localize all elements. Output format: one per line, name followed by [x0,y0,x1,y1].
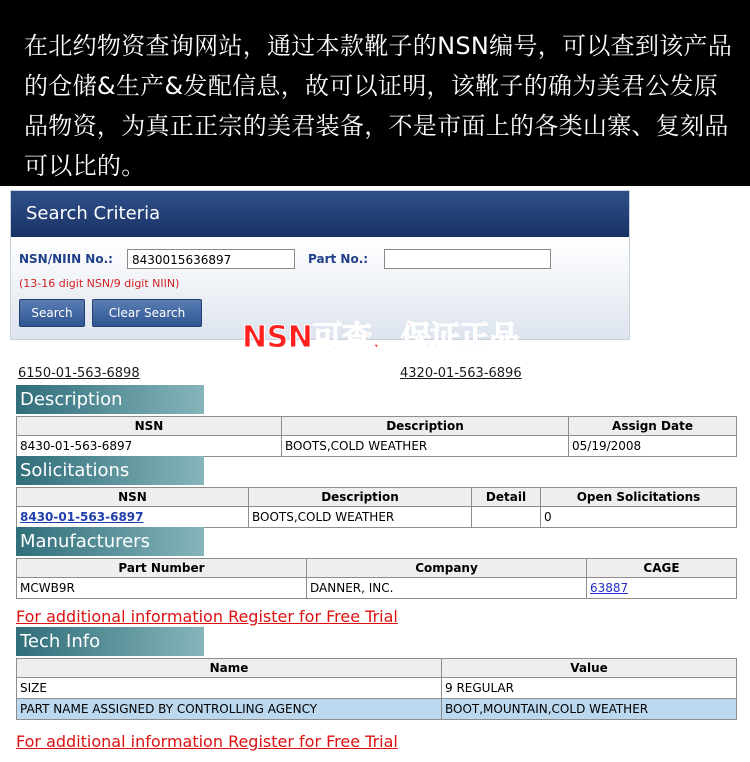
col-header-detail: Detail [472,488,541,507]
cell-description: BOOTS,COLD WEATHER [249,507,472,528]
tech-info-section-header: Tech Info [16,627,204,656]
nsn-link[interactable]: 8430-01-563-6897 [20,510,144,524]
banner-text: 在北约物资查询网站，通过本款靴子的NSN编号，可以查到该产品的仓储&生产&发配信息，故可以证明，该靴子的确为美君公发原品物资，为真正正宗的美君装备，不是市面上的各类山寨、复刻品可以比的。 [24,32,733,180]
authenticity-overlay-text: NSN可查，保证正品 [242,320,519,355]
table-row [17,436,737,457]
cell-detail [472,507,541,528]
cell-value: 9 REGULAR [442,678,737,699]
col-header-cage: CAGE [587,559,737,578]
col-header-value: Value [442,659,737,678]
nsn-format-hint: (13-16 digit NSN/9 digit NIIN) [19,277,180,290]
next-nsn-link[interactable]: 4320-01-563-6896 [400,366,522,381]
clear-search-button[interactable]: Clear Search [92,299,202,327]
cell-open-solicitations: 0 [541,507,737,528]
col-header-description: Description [282,417,569,436]
nsn-input[interactable]: 8430015636897 [127,249,295,269]
col-header-description: Description [249,488,472,507]
prev-nsn-link[interactable]: 6150-01-563-6898 [18,366,140,381]
description-table [16,416,737,457]
table-row [17,578,737,599]
nsn-label: NSN/NIIN No.: [19,252,113,266]
search-button[interactable]: Search [19,299,85,327]
cage-link[interactable]: 63887 [590,581,629,595]
cell-name: SIZE [17,678,442,699]
table-row [17,507,737,528]
manufacturers-table [16,558,737,599]
register-free-trial-link-2[interactable]: For additional information Register for Free Trial [16,732,398,751]
part-no-label: Part No.: [308,252,369,266]
col-header-nsn: NSN [17,488,249,507]
promo-banner [0,0,750,186]
col-header-assign-date: Assign Date [569,417,737,436]
cell-company: DANNER, INC. [307,578,587,599]
col-header-company: Company [307,559,587,578]
col-header-name: Name [17,659,442,678]
col-header-open-solicitations: Open Solicitations [541,488,737,507]
col-header-part-number: Part Number [17,559,307,578]
table-row [17,699,737,720]
solicitations-section-header: Solicitations [16,456,204,485]
cell-nsn: 8430-01-563-6897 [17,436,282,457]
tech-info-table [16,658,737,720]
description-section-header: Description [16,385,204,414]
cell-value: BOOT,MOUNTAIN,COLD WEATHER [442,699,737,720]
solicitations-table [16,487,737,528]
register-free-trial-link[interactable]: For additional information Register for Free Trial [16,607,398,626]
part-no-input[interactable] [384,249,551,269]
cell-description: BOOTS,COLD WEATHER [282,436,569,457]
table-row [17,678,737,699]
col-header-nsn: NSN [17,417,282,436]
cell-part-number: MCWB9R [17,578,307,599]
manufacturers-section-header: Manufacturers [16,527,204,556]
search-criteria-title: Search Criteria [11,191,629,237]
cell-assign-date: 05/19/2008 [569,436,737,457]
cell-name: PART NAME ASSIGNED BY CONTROLLING AGENCY [17,699,442,720]
